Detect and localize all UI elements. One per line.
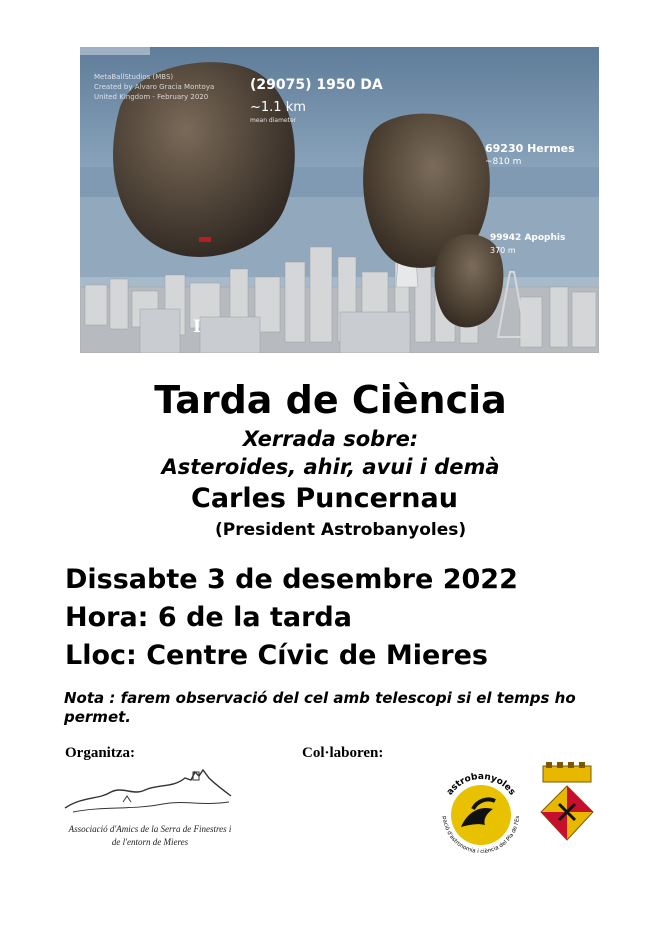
municipal-shield-logo <box>537 762 597 844</box>
asteroid-2-name: 69230 Hermes <box>485 142 575 155</box>
asteroid-2-size: ~810 m <box>485 157 522 167</box>
collaborators-label: Col·laboren: <box>302 745 384 761</box>
asteroid-1-caption: mean diameter <box>250 117 297 124</box>
asteroid-1-size: ~1.1 km <box>250 100 306 115</box>
observation-note: Nota : farem observació del cel amb telescopi si el temps ho permet. <box>64 689 576 726</box>
astrobanyoles-logo <box>433 765 529 861</box>
talk-topic: Asteroides, ahir, avui i demà <box>161 455 500 479</box>
hero-image <box>80 47 599 353</box>
crown-shield-icon <box>537 762 597 844</box>
speaker-role: (President Astrobanyoles) <box>215 520 467 540</box>
asteroid-3-name: 99942 Apophis <box>490 233 566 243</box>
organizer-label: Organitza: <box>65 745 135 761</box>
asteroid-1-name: (29075) 1950 DA <box>250 77 383 93</box>
credit-line-3: United Kingdom - February 2020 <box>94 93 209 101</box>
event-date: Dissabte 3 de desembre 2022 <box>65 564 518 595</box>
video-cursor-marker: I <box>193 317 201 337</box>
credit-line-1: MetaBallStudios (MBS) <box>94 73 174 81</box>
mountain-sketch-icon <box>63 766 233 826</box>
astro-logo-bottom-text: pació d'astronomia i ciència del Pla de l'Es <box>440 815 522 856</box>
talk-intro: Xerrada sobre: <box>242 427 419 451</box>
organizer-name <box>60 823 240 849</box>
event-hour: Hora: 6 de la tarda <box>65 602 352 633</box>
event-place: Lloc: Centre Cívic de Mieres <box>65 640 488 671</box>
asteroid-3-size: 370 m <box>490 246 516 255</box>
speaker-name: Carles Puncernau <box>191 483 458 514</box>
organizer-name-line-2: de l'entorn de Mieres <box>111 837 189 847</box>
credit-line-2: Created by Alvaro Gracia Montoya <box>94 83 215 91</box>
astro-logo-top-text: astrobanyoles <box>445 772 517 798</box>
page-title: Tarda de Ciència <box>154 378 507 422</box>
organizer-name-line-1: Associació d'Amics de la Serra de Finestres i <box>68 824 232 834</box>
